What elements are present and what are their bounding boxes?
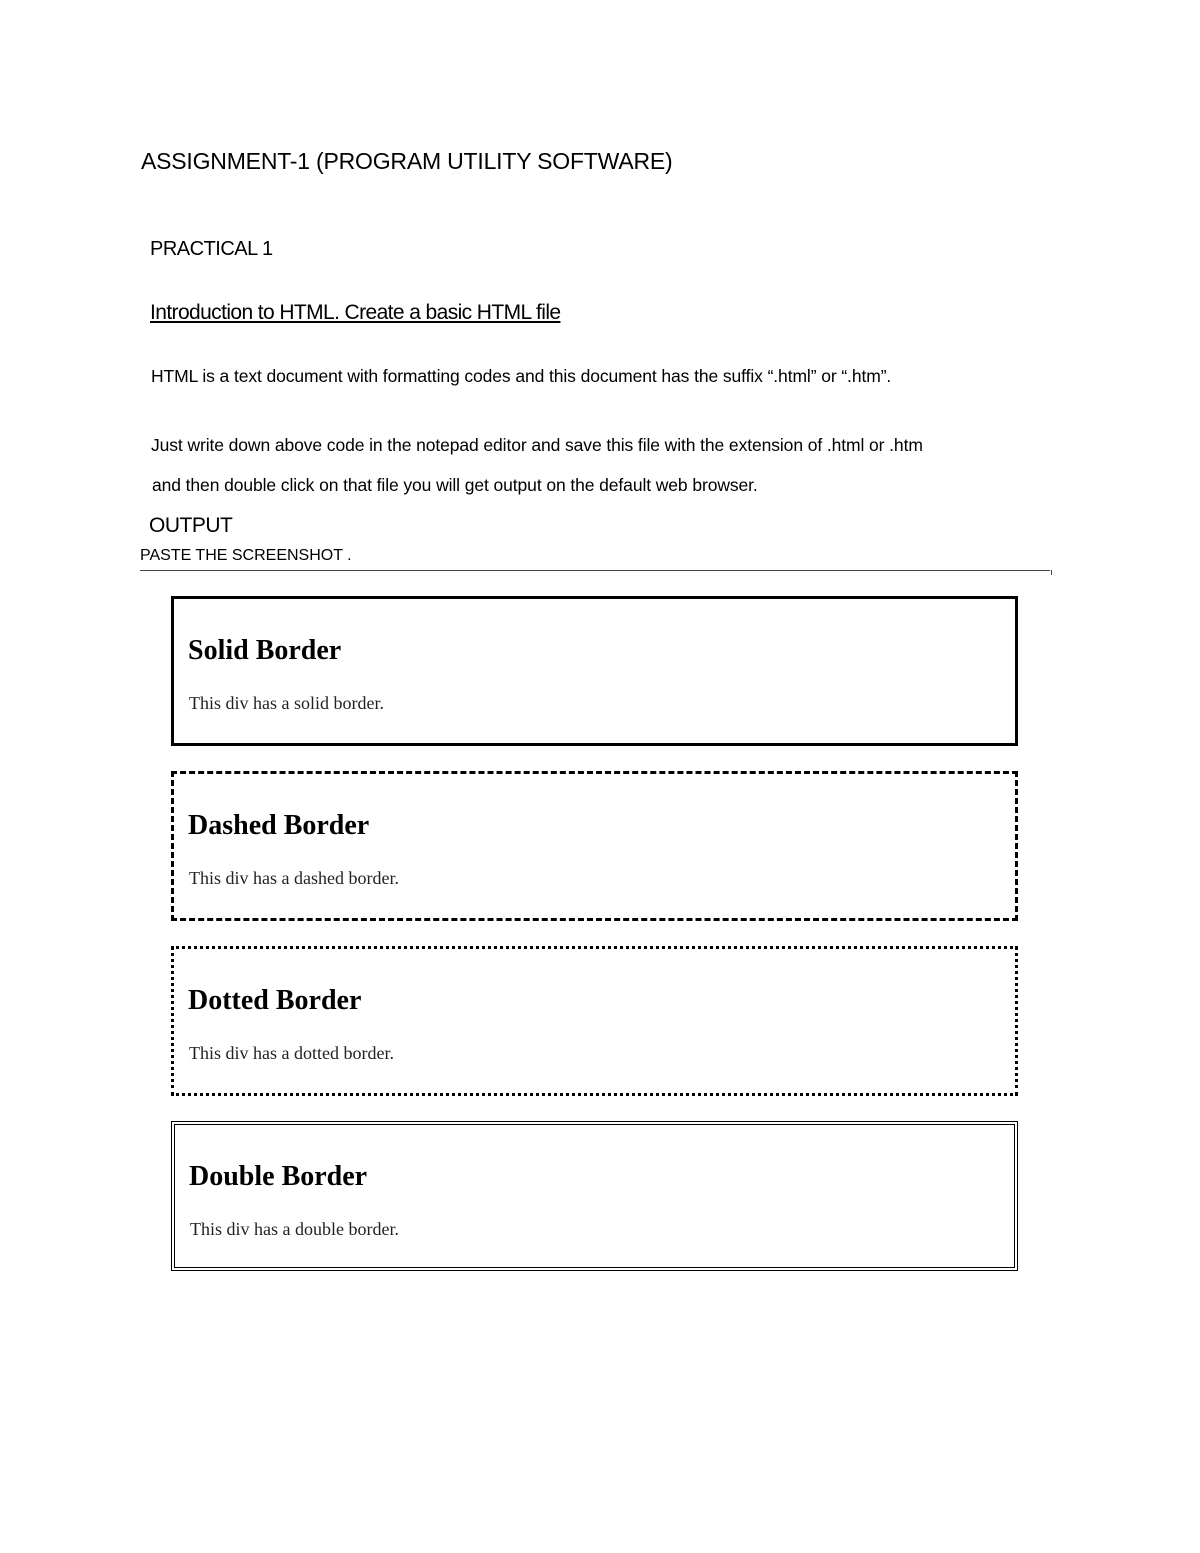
box-text: This div has a dotted border. (189, 1043, 394, 1063)
paragraph-html-definition: HTML is a text document with formatting codes and this document has the suffix “.html” or “.htm”. (151, 366, 892, 386)
box-heading: Double Border (189, 1161, 368, 1192)
dotted-border-box (171, 946, 1018, 1096)
double-border-box (171, 1121, 1018, 1271)
paste-screenshot-note: PASTE THE SCREENSHOT . (140, 547, 352, 564)
output-screenshot (171, 596, 1018, 1276)
box-text: This div has a solid border. (189, 693, 384, 713)
box-text: This div has a double border. (190, 1219, 399, 1239)
separator-line (140, 570, 1050, 571)
assignment-title: ASSIGNMENT-1 (PROGRAM UTILITY SOFTWARE) (141, 148, 673, 174)
output-heading: OUTPUT (149, 514, 233, 537)
dashed-border-box (171, 771, 1018, 921)
practical-label: PRACTICAL 1 (150, 238, 273, 260)
box-heading: Solid Border (188, 635, 342, 666)
paragraph-instructions-line1: Just write down above code in the notepad editor and save this file with the extension of .html or .htm (151, 435, 923, 455)
separator-line-end (1046, 570, 1052, 575)
solid-border-box (171, 596, 1018, 746)
box-heading: Dotted Border (188, 985, 362, 1016)
box-text: This div has a dashed border. (189, 868, 399, 888)
practical-heading: Introduction to HTML. Create a basic HTML file (150, 301, 561, 324)
paragraph-instructions-line2: and then double click on that file you will get output on the default web browser. (152, 475, 758, 495)
box-heading: Dashed Border (188, 810, 370, 841)
